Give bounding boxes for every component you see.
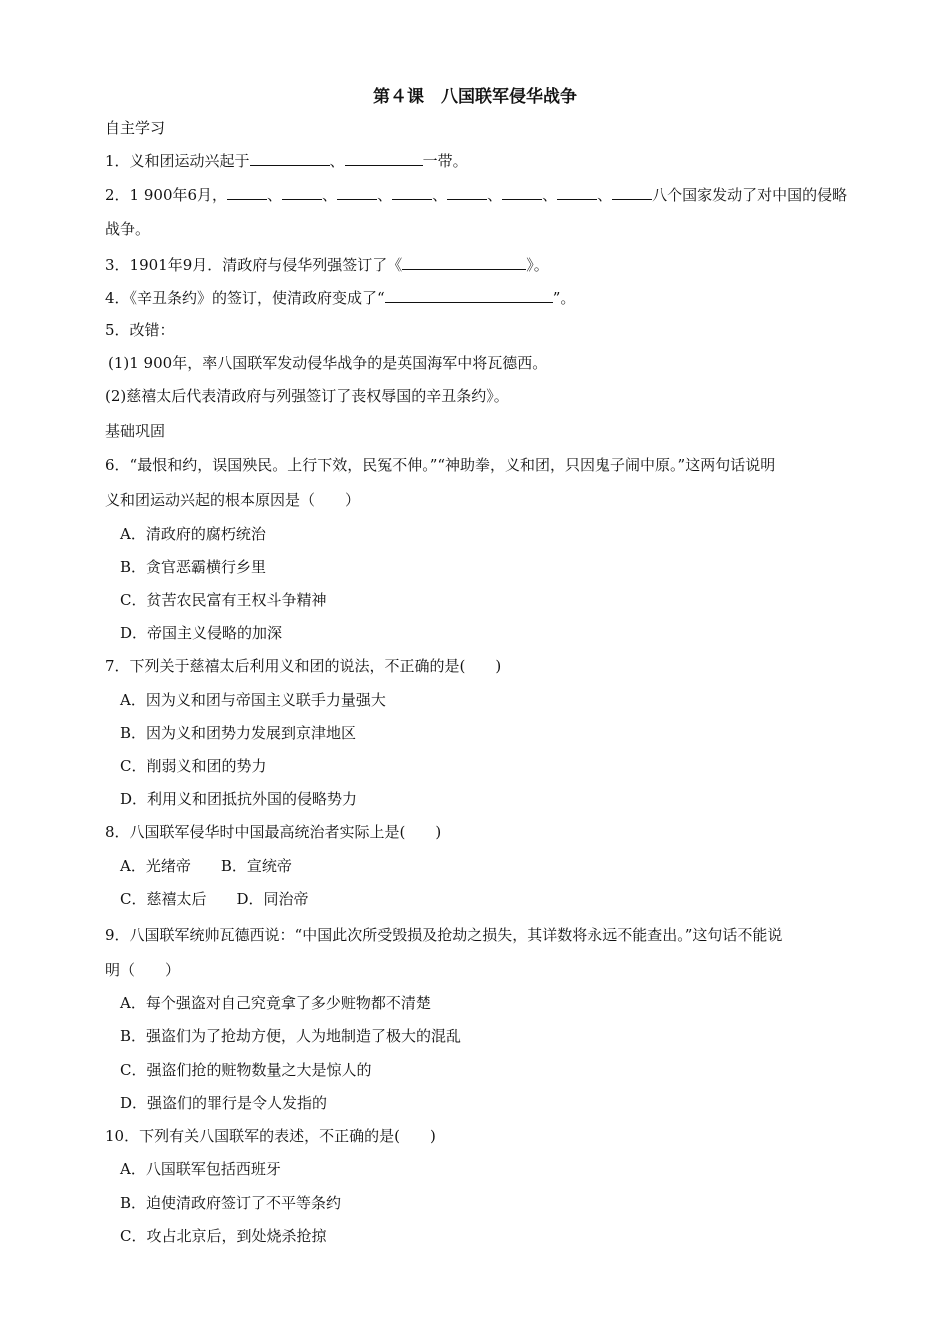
- question-5-item-1: (1)1 900年，率八国联军发动侵华战争的是英国海军中将瓦德西。: [108, 354, 548, 372]
- question-8-stem: 8．八国联军侵华时中国最高统治者实际上是( ): [105, 823, 442, 841]
- question-10-stem: 10．下列有关八国联军的表述，不正确的是( ): [105, 1127, 436, 1145]
- answer-blank[interactable]: [250, 150, 330, 166]
- question-7-option-d[interactable]: D．利用义和团抵抗外国的侵略势力: [120, 790, 358, 808]
- question-9-option-c[interactable]: C．强盗们抢的赃物数量之大是惊人的: [120, 1061, 372, 1079]
- question-10-option-c[interactable]: C．攻占北京后，到处烧杀抢掠: [120, 1227, 327, 1245]
- question-2-continued: 战争。: [105, 220, 151, 238]
- answer-blank[interactable]: [282, 184, 322, 200]
- question-2: 2．1 900年6月， 、 、 、 、 、 、 、 八个国家发动了对中国的侵略: [105, 186, 848, 204]
- section-heading-self-study: 自主学习: [105, 119, 166, 137]
- question-7-stem: 7．下列关于慈禧太后利用义和团的说法，不正确的是( ): [105, 657, 502, 675]
- question-8-options-ab[interactable]: A．光绪帝 B．宣统帝: [120, 857, 292, 875]
- question-6-stem-continued: 义和团运动兴起的根本原因是（ ）: [105, 491, 361, 509]
- answer-blank[interactable]: [402, 254, 526, 270]
- answer-blank[interactable]: [392, 184, 432, 200]
- answer-blank[interactable]: [337, 184, 377, 200]
- answer-blank[interactable]: [447, 184, 487, 200]
- answer-blank[interactable]: [502, 184, 542, 200]
- answer-blank[interactable]: [612, 184, 652, 200]
- question-10-option-a[interactable]: A．八国联军包括西班牙: [120, 1160, 281, 1178]
- question-10-option-b[interactable]: B．迫使清政府签订了不平等条约: [120, 1194, 342, 1212]
- question-4: 4．《辛丑条约》的签订，使清政府变成了“ ”。: [105, 289, 576, 307]
- answer-blank[interactable]: [345, 150, 423, 166]
- answer-blank[interactable]: [227, 184, 267, 200]
- question-6-stem: 6．“最恨和约，误国殃民。上行下效，民冤不伸。”“神助拳，义和团，只因鬼子闹中原。”这两句话说明: [105, 456, 776, 474]
- question-9-option-d[interactable]: D．强盗们的罪行是令人发指的: [120, 1094, 328, 1112]
- question-1: 1．义和团运动兴起于 、 一带。: [105, 152, 468, 170]
- question-9-stem-continued: 明（ ）: [105, 961, 181, 979]
- answer-blank[interactable]: [385, 287, 553, 303]
- lesson-title: 第４课 八国联军侵华战争: [373, 87, 577, 107]
- question-5-label: 5．改错：: [105, 321, 175, 339]
- question-7-option-c[interactable]: C．削弱义和团的势力: [120, 757, 267, 775]
- question-9-stem: 9．八国联军统帅瓦德西说：“中国此次所受毁损及抢劫之损失，其详数将永远不能查出。”这句话不能说: [105, 926, 783, 944]
- question-6-option-a[interactable]: A．清政府的腐朽统治: [120, 525, 266, 543]
- question-5-item-2: (2)慈禧太后代表清政府与列强签订了丧权辱国的辛丑条约》。: [105, 387, 509, 405]
- question-6-option-b[interactable]: B．贪官恶霸横行乡里: [120, 558, 267, 576]
- question-6-option-c[interactable]: C．贫苦农民富有王权斗争精神: [120, 591, 327, 609]
- answer-blank[interactable]: [557, 184, 597, 200]
- section-heading-basic-consolidation: 基础巩固: [105, 422, 166, 440]
- question-7-option-b[interactable]: B．因为义和团势力发展到京津地区: [120, 724, 357, 742]
- question-7-option-a[interactable]: A．因为义和团与帝国主义联手力量强大: [120, 691, 386, 709]
- question-3: 3．1901年9月．清政府与侵华列强签订了《 》。: [105, 256, 549, 274]
- question-6-option-d[interactable]: D．帝国主义侵略的加深: [120, 624, 283, 642]
- question-8-options-cd[interactable]: C．慈禧太后 D．同治帝: [120, 890, 309, 908]
- question-9-option-a[interactable]: A．每个强盗对自己究竟拿了多少赃物都不清楚: [120, 994, 431, 1012]
- question-9-option-b[interactable]: B．强盗们为了抢劫方便，人为地制造了极大的混乱: [120, 1027, 462, 1045]
